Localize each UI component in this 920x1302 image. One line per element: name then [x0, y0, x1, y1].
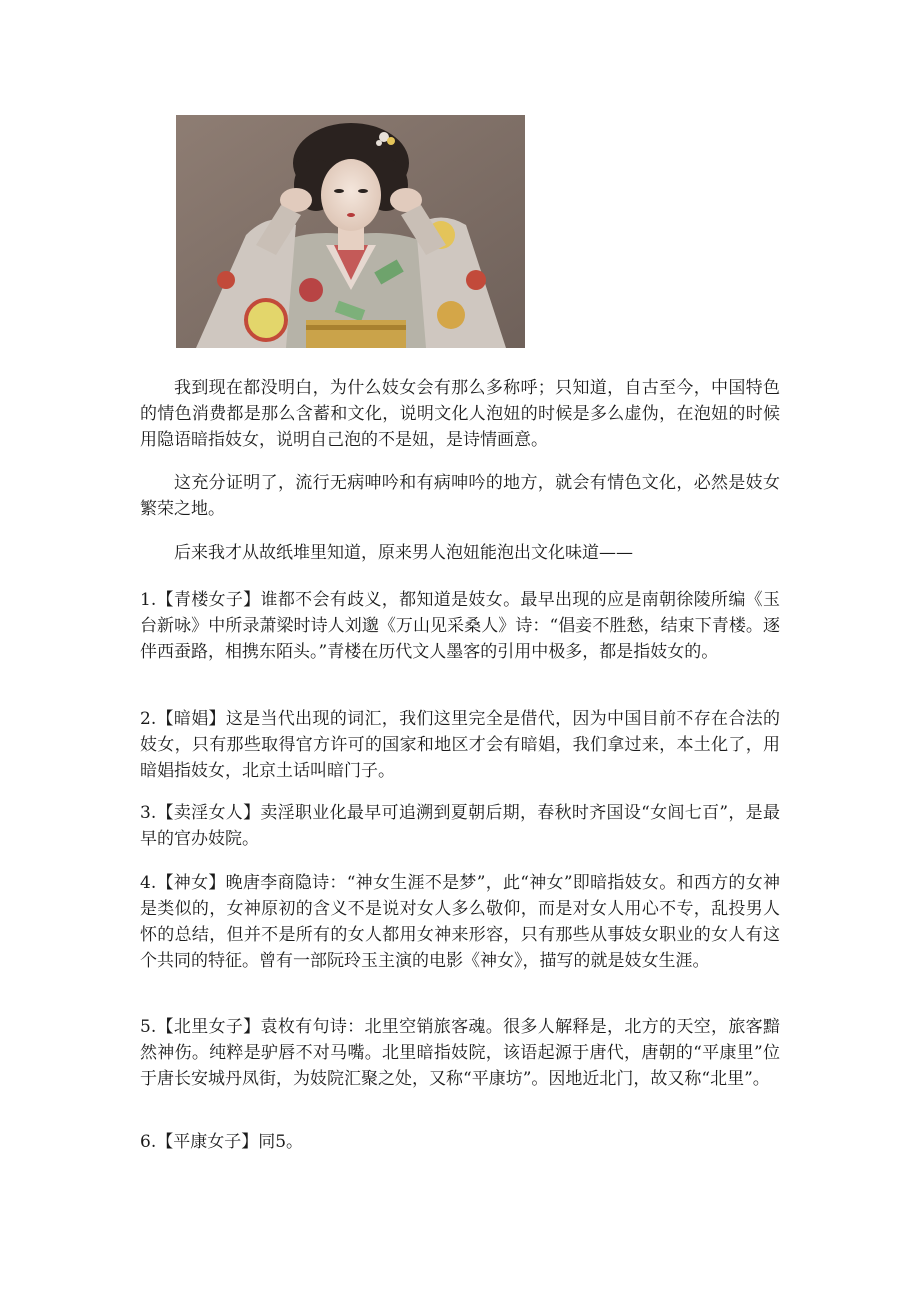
portrait-photo: [176, 115, 525, 348]
list-item-4: 4.【神女】晚唐李商隐诗：“神女生涯不是梦”，此“神女”即暗指妓女。和西方的女神是类似的，女神原初的含义不是说对女人多么敬仰，而是对女人用心不专，乱投男人怀的总结，但并不是所有的女人都用女神来形容，只有那些从事妓女职业的女人有这个共同的特征。曾有一部阮玲玉主演的电影《神女》，描写的就是妓女生涯。: [140, 873, 780, 971]
list-item-5: 5.【北里女子】袁枚有句诗：北里空销旅客魂。很多人解释是，北方的天空，旅客黯然神伤。纯粹是驴唇不对马嘴。北里暗指妓院，该语起源于唐代，唐朝的“平康里”位于唐长安城丹凤街，为妓院汇聚之处，又称“平康坊”。因地近北门，故又称“北里”。: [140, 1017, 780, 1089]
paragraph-1: 我到现在都没明白，为什么妓女会有那么多称呼；只知道，自古至今，中国特色的情色消费都是那么含蓄和文化，说明文化人泡妞的时候是多么虚伪，在泡妞的时候用隐语暗指妓女，说明自己泡的不是妞，是诗情画意。: [140, 378, 780, 450]
list-item-3: 3.【卖淫女人】卖淫职业化最早可追溯到夏朝后期，春秋时齐国设“女闾七百”，是最早的官办妓院。: [140, 803, 780, 849]
list-item-6: 6.【平康女子】同5。: [140, 1132, 304, 1152]
list-item-2: 2.【暗娼】这是当代出现的词汇，我们这里完全是借代，因为中国目前不存在合法的妓女，只有那些取得官方许可的国家和地区才会有暗娼，我们拿过来，本土化了，用暗娼指妓女，北京土话叫暗门子。: [140, 709, 780, 781]
list-item-1: 1.【青楼女子】谁都不会有歧义，都知道是妓女。最早出现的应是南朝徐陵所编《玉台新咏》中所录萧梁时诗人刘邈《万山见采桑人》诗：“倡妾不胜愁，结束下青楼。逐伴西蚕路，相携东陌头。”青楼在历代文人墨客的引用中极多，都是指妓女的。: [140, 590, 780, 662]
paragraph-2: 这充分证明了，流行无病呻吟和有病呻吟的地方，就会有情色文化，必然是妓女繁荣之地。: [140, 473, 780, 519]
paragraph-3: 后来我才从故纸堆里知道，原来男人泡妞能泡出文化味道——: [174, 543, 633, 563]
